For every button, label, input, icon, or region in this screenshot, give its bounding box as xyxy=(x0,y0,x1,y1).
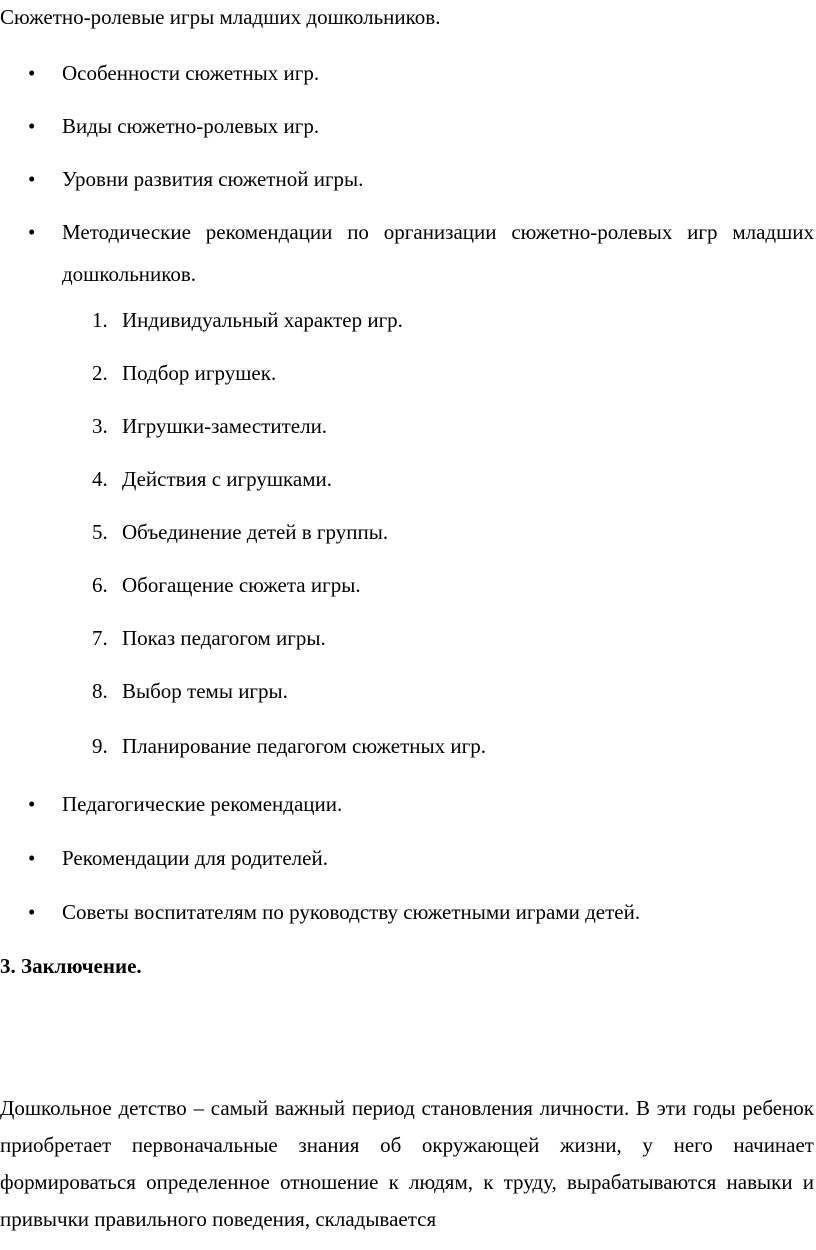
bullet-text: Виды сюжетно-ролевых игр. xyxy=(62,114,320,138)
numbered-item xyxy=(92,307,403,333)
numbered-item xyxy=(92,466,332,492)
item-text: Игрушки-заместители. xyxy=(122,414,328,438)
item-number: 5. xyxy=(92,520,108,544)
numbered-item xyxy=(92,360,276,386)
numbered-item xyxy=(92,572,361,598)
numbered-item xyxy=(92,519,388,545)
item-text: Индивидуальный характер игр. xyxy=(122,308,403,332)
bullet-marker: • xyxy=(28,792,36,816)
item-text: Планирование педагогом сюжетных игр. xyxy=(122,734,486,758)
bullet-text: Рекомендации для родителей. xyxy=(62,846,328,870)
numbered-item xyxy=(92,413,327,439)
item-number: 9. xyxy=(92,734,108,758)
item-number: 3. xyxy=(92,414,108,438)
item-text: Показ педагогом игры. xyxy=(122,626,326,650)
item-number: 8. xyxy=(92,679,108,703)
bullet-marker: • xyxy=(28,220,36,244)
bullet-text: Методические рекомендации по организации сюжетно-ролевых игр младших дошкольников. xyxy=(62,220,814,286)
body-paragraph: Дошкольное детство – самый важный период становления личности. В эти годы ребенок приобретает первоначальные знания об окружающей жизни, у него начинает формироваться определенное отношение к людям, к труду, вырабатываются навыки и привычки правильного поведения, складывается xyxy=(0,1096,814,1231)
conclusion-heading: 3. Заключение. xyxy=(0,954,142,978)
bullet-text: Педагогические рекомендации. xyxy=(62,792,343,816)
item-text: Объединение детей в группы. xyxy=(122,520,389,544)
numbered-item xyxy=(92,625,326,651)
item-text: Подбор игрушек. xyxy=(122,361,277,385)
bullet-text: Уровни развития сюжетной игры. xyxy=(62,167,364,191)
bullet-marker: • xyxy=(28,900,36,924)
bullet-text: Советы воспитателям по руководству сюжетными играми детей. xyxy=(62,900,641,924)
item-number: 6. xyxy=(92,573,108,597)
bullet-marker: • xyxy=(28,61,36,85)
document-title: Сюжетно-ролевые игры младших дошкольников. xyxy=(0,5,441,29)
item-number: 7. xyxy=(92,626,108,650)
bullet-text: Особенности сюжетных игр. xyxy=(62,61,320,85)
item-text: Выбор темы игры. xyxy=(122,679,288,703)
item-number: 2. xyxy=(92,361,108,385)
item-number: 1. xyxy=(92,308,108,332)
bullet-marker: • xyxy=(28,846,36,870)
numbered-item xyxy=(92,678,288,704)
numbered-item xyxy=(92,733,486,759)
item-text: Обогащение сюжета игры. xyxy=(122,573,361,597)
bullet-marker: • xyxy=(28,167,36,191)
item-text: Действия с игрушками. xyxy=(122,467,332,491)
item-number: 4. xyxy=(92,467,108,491)
bullet-marker: • xyxy=(28,114,36,138)
